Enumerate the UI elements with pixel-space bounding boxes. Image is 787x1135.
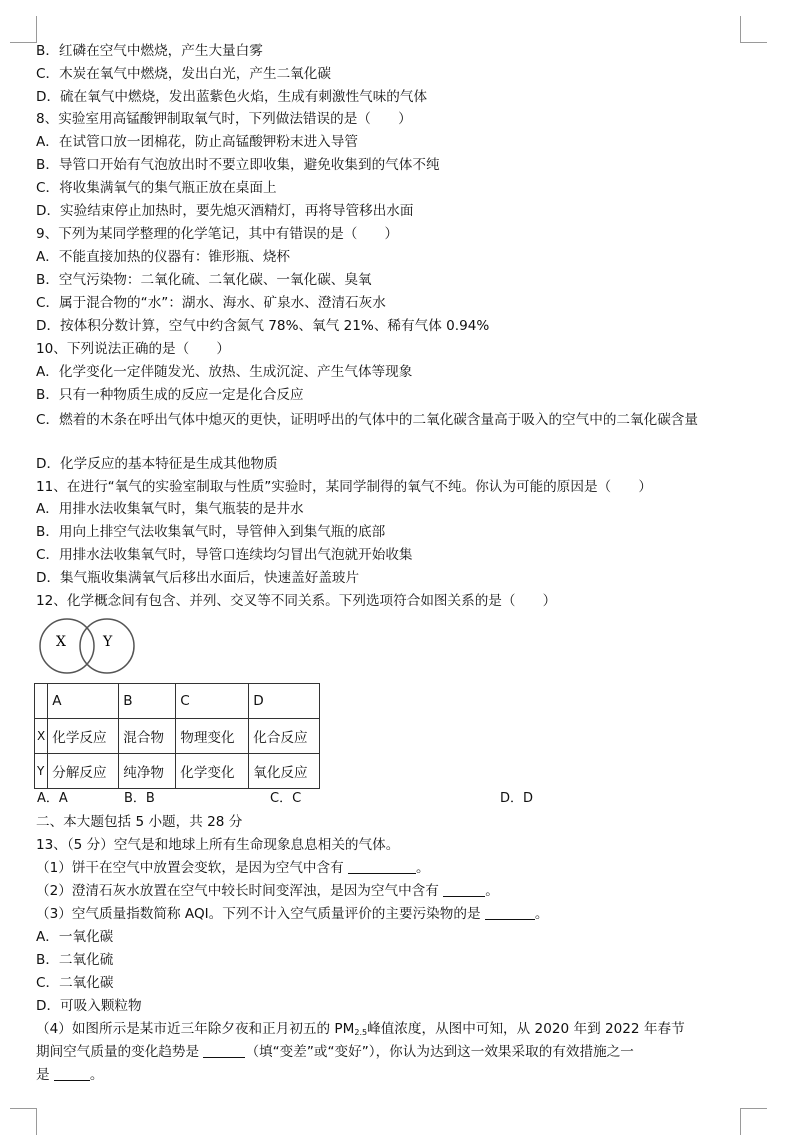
q11-option-c: C．用排水法收集氧气时，导管口连续均匀冒出气泡就开始收集: [36, 547, 413, 563]
q8-option-b: B．导管口开始有气泡放出时不要立即收集，避免收集到的气体不纯: [36, 157, 440, 173]
q13-part-4-text-b: 峰值浓度，从图中可知，从 2020 年到 2022 年春节: [367, 1021, 685, 1037]
q8-option-c: C．将收集满氧气的集气瓶正放在桌面上: [36, 180, 277, 196]
venn-diagram: [36, 616, 140, 676]
q9-option-a: A．不能直接加热的仪器有：锥形瓶、烧杯: [36, 249, 290, 265]
q12-answer-a: A．A: [37, 791, 68, 806]
table-cell: 化合反应: [249, 719, 320, 754]
q13-choice-d: D．可吸入颗粒物: [36, 998, 142, 1014]
q13-part-3: [36, 905, 548, 923]
table-cell: 分解反应: [48, 754, 119, 789]
q7-option-d: D．硫在氧气中燃烧，发出蓝紫色火焰，生成有刺激性气味的气体: [36, 89, 428, 105]
q11-option-a: A．用排水法收集氧气时，集气瓶装的是井水: [36, 501, 304, 517]
q8-option-a: A．在试管口放一团棉花，防止高锰酸钾粉末进入导管: [36, 134, 358, 150]
options-table: [34, 683, 320, 789]
q13-part-4-text-d: （填“变差”或“变好”），你认为达到这一效果采取的有效措施之一: [245, 1044, 634, 1060]
answer-blank-3[interactable]: [485, 905, 535, 920]
q9-option-b: B．空气污染物：二氧化硫、二氧化碳、一氧化碳、臭氧: [36, 272, 372, 288]
q10-stem: 10、下列说法正确的是（ ）: [36, 341, 231, 357]
table-row: [35, 719, 320, 754]
section-2-heading: 二、本大题包括 5 小题，共 28 分: [36, 814, 243, 830]
q7-option-b: B．红磷在空气中燃烧，产生大量白雾: [36, 43, 263, 59]
crop-mark-top-left: [10, 16, 37, 43]
q11-option-b: B．用向上排空气法收集氧气时，导管伸入到集气瓶的底部: [36, 524, 386, 540]
table-header-row: [35, 684, 320, 719]
q12-stem: 12、化学概念间有包含、并列、交叉等不同关系。下列选项符合如图关系的是（ ）: [36, 593, 557, 609]
table-header-a: A: [48, 684, 119, 719]
q13-part-4-line-3: [36, 1066, 104, 1084]
venn-label-y: Y: [103, 634, 113, 650]
q12-answer-b: B．B: [124, 791, 155, 806]
q9-stem: 9、下列为某同学整理的化学笔记，其中有错误的是（ ）: [36, 226, 399, 242]
q13-part-3-end: 。: [534, 906, 549, 922]
table-row-label: X: [35, 719, 48, 754]
answer-blank-4[interactable]: [203, 1043, 245, 1058]
q13-part-4-text-a: （4）如图所示是某市近三年除夕夜和正月初五的 PM: [36, 1021, 355, 1037]
q13-part-2-end: 。: [485, 883, 499, 899]
q13-part-1-end: 。: [416, 860, 430, 876]
q8-stem: 8、实验室用高锰酸钾制取氧气时，下列做法错误的是（ ）: [36, 111, 412, 127]
q13-part-4-text-c: 期间空气质量的变化趋势是: [36, 1044, 200, 1060]
q10-option-a: A．化学变化一定伴随发光、放热、生成沉淀、产生气体等现象: [36, 364, 413, 380]
table-cell: 化学反应: [48, 719, 119, 754]
q12-answer-c: C．C: [270, 791, 302, 806]
q13-choice-a: A．一氧化碳: [36, 929, 114, 945]
table-header-c: C: [176, 684, 249, 719]
crop-mark-top-right: [740, 16, 767, 43]
venn-circle-x: [40, 619, 94, 673]
answer-blank-1[interactable]: [348, 859, 416, 874]
table-corner-cell: [35, 684, 48, 719]
venn-label-x: X: [56, 634, 66, 650]
table-cell: 纯净物: [119, 754, 176, 789]
answer-blank-5[interactable]: [54, 1066, 90, 1081]
q13-part-4-line-1: [36, 1020, 685, 1042]
pm-subscript: 2.5: [354, 1028, 368, 1037]
q13-part-3-text: （3）空气质量指数简称 AQI。下列不计入空气质量评价的主要污染物的是: [36, 906, 481, 922]
q13-part-2: [36, 882, 499, 900]
q11-stem: 11、在进行“氧气的实验室制取与性质”实验时，某同学制得的氧气不纯。你认为可能的原因是（ ）: [36, 479, 652, 495]
q7-option-c: C．木炭在氧气中燃烧，发出白光，产生二氧化碳: [36, 66, 331, 82]
table-cell: 物理变化: [176, 719, 249, 754]
q10-option-d: D．化学反应的基本特征是生成其他物质: [36, 456, 278, 472]
crop-mark-bottom-left: [10, 1108, 37, 1135]
q9-option-d: D．按体积分数计算，空气中约含氮气 78%、氧气 21%、稀有气体 0.94%: [36, 318, 490, 334]
q8-option-d: D．实验结束停止加热时，要先熄灭酒精灯，再将导管移出水面: [36, 203, 414, 219]
q13-part-4-text-f: 。: [89, 1067, 104, 1083]
crop-mark-bottom-right: [740, 1108, 767, 1135]
q13-part-2-text: （2）澄清石灰水放置在空气中较长时间变浑浊，是因为空气中含有: [36, 883, 439, 899]
table-cell: 氧化反应: [249, 754, 320, 789]
q10-option-b: B．只有一种物质生成的反应一定是化合反应: [36, 387, 304, 403]
answer-blank-2[interactable]: [443, 882, 485, 897]
q11-option-d: D．集气瓶收集满氧气后移出水面后，快速盖好盖玻片: [36, 570, 360, 586]
table-row: [35, 754, 320, 789]
table-row-label: Y: [35, 754, 48, 789]
table-header-b: B: [119, 684, 176, 719]
q9-option-c: C．属于混合物的“水”：湖水、海水、矿泉水、澄清石灰水: [36, 295, 386, 311]
q13-part-1: [36, 859, 430, 877]
q10-option-c: C．燃着的木条在呼出气体中熄灭的更快，证明呼出的气体中的二氧化碳含量高于吸入的空气中的二氧化碳含量: [36, 412, 698, 428]
q13-part-4-line-2: [36, 1043, 634, 1061]
table-header-d: D: [249, 684, 320, 719]
table-cell: 混合物: [119, 719, 176, 754]
q13-choice-c: C．二氧化碳: [36, 975, 114, 991]
q13-choice-b: B．二氧化硫: [36, 952, 114, 968]
q13-stem: 13、（5 分）空气是和地球上所有生命现象息息相关的气体。: [36, 837, 400, 853]
q13-part-1-text: （1）饼干在空气中放置会变软，是因为空气中含有: [36, 860, 344, 876]
table-cell: 化学变化: [176, 754, 249, 789]
q12-answer-d: D．D: [500, 791, 534, 806]
q13-part-4-text-e: 是: [36, 1067, 50, 1083]
